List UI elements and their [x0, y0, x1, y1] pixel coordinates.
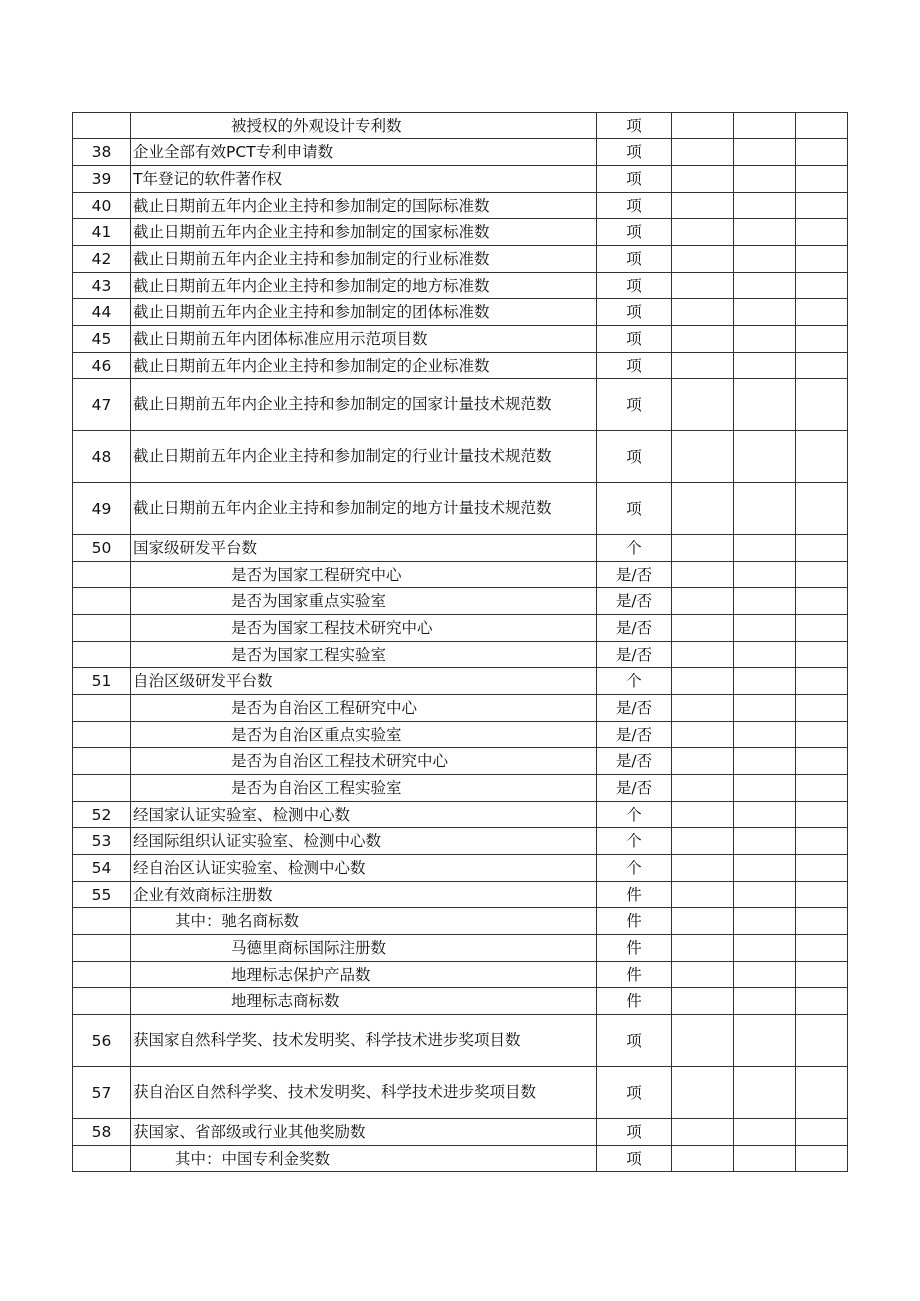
value-cell-1[interactable] — [672, 273, 734, 299]
value-cell-2[interactable] — [734, 588, 796, 615]
table-row — [73, 299, 848, 326]
table-row — [73, 642, 848, 668]
unit-cell: 项 — [597, 273, 672, 299]
indicator-name: 地理标志商标数 — [131, 988, 597, 1015]
value-cell-2[interactable] — [734, 246, 796, 273]
unit-cell: 项 — [597, 483, 672, 535]
value-cell-2[interactable] — [734, 908, 796, 935]
table-row — [73, 722, 848, 748]
indicator-name: 截止日期前五年内企业主持和参加制定的企业标准数 — [131, 353, 597, 379]
row-number: 42 — [73, 246, 131, 273]
unit-cell: 项 — [597, 299, 672, 326]
indicator-name: 截止日期前五年内企业主持和参加制定的国家计量技术规范数 — [131, 379, 597, 431]
unit-cell: 项 — [597, 246, 672, 273]
indicator-name: 是否为国家工程实验室 — [131, 642, 597, 668]
row-number — [73, 695, 131, 722]
table-row — [73, 353, 848, 379]
value-cell-2[interactable] — [734, 299, 796, 326]
table-row — [73, 588, 848, 615]
table-row — [73, 431, 848, 483]
value-cell-1[interactable] — [672, 882, 734, 908]
value-cell-1[interactable] — [672, 299, 734, 326]
indicator-name: 获自治区自然科学奖、技术发明奖、科学技术进步奖项目数 — [131, 1067, 597, 1119]
indicator-name: 企业全部有效PCT专利申请数 — [131, 139, 597, 166]
value-cell-1[interactable] — [672, 166, 734, 193]
unit-cell: 件 — [597, 988, 672, 1015]
table-row — [73, 193, 848, 219]
indicator-name: 自治区级研发平台数 — [131, 668, 597, 695]
value-cell-3[interactable] — [796, 353, 848, 379]
value-cell-2[interactable] — [734, 535, 796, 562]
table-row — [73, 483, 848, 535]
unit-cell: 是/否 — [597, 642, 672, 668]
unit-cell: 个 — [597, 828, 672, 855]
value-cell-1[interactable] — [672, 193, 734, 219]
value-cell-3[interactable] — [796, 988, 848, 1015]
value-cell-3[interactable] — [796, 828, 848, 855]
row-number — [73, 775, 131, 802]
unit-cell: 个 — [597, 802, 672, 828]
row-number — [73, 722, 131, 748]
row-number: 57 — [73, 1067, 131, 1119]
value-cell-3[interactable] — [796, 273, 848, 299]
value-cell-3[interactable] — [796, 1119, 848, 1146]
indicator-name: 截止日期前五年内企业主持和参加制定的地方标准数 — [131, 273, 597, 299]
row-number — [73, 962, 131, 988]
table-row — [73, 379, 848, 431]
row-number: 51 — [73, 668, 131, 695]
value-cell-1[interactable] — [672, 855, 734, 882]
indicator-name: 截止日期前五年内企业主持和参加制定的国际标准数 — [131, 193, 597, 219]
value-cell-2[interactable] — [734, 353, 796, 379]
value-cell-1[interactable] — [672, 828, 734, 855]
row-number: 47 — [73, 379, 131, 431]
indicator-name: 是否为自治区工程技术研究中心 — [131, 748, 597, 775]
indicator-name: 经国际组织认证实验室、检测中心数 — [131, 828, 597, 855]
unit-cell: 件 — [597, 882, 672, 908]
value-cell-2[interactable] — [734, 695, 796, 722]
value-cell-3[interactable] — [796, 935, 848, 962]
unit-cell: 是/否 — [597, 775, 672, 802]
value-cell-2[interactable] — [734, 828, 796, 855]
unit-cell: 项 — [597, 431, 672, 483]
indicator-name: T年登记的软件著作权 — [131, 166, 597, 193]
value-cell-3[interactable] — [796, 379, 848, 431]
value-cell-1[interactable] — [672, 1015, 734, 1067]
table-row — [73, 113, 848, 139]
row-number — [73, 935, 131, 962]
unit-cell: 项 — [597, 1119, 672, 1146]
indicator-name: 经国家认证实验室、检测中心数 — [131, 802, 597, 828]
value-cell-2[interactable] — [734, 1119, 796, 1146]
table-row — [73, 1119, 848, 1146]
row-number — [73, 588, 131, 615]
value-cell-1[interactable] — [672, 642, 734, 668]
value-cell-2[interactable] — [734, 722, 796, 748]
value-cell-2[interactable] — [734, 988, 796, 1015]
table-row — [73, 668, 848, 695]
unit-cell: 项 — [597, 139, 672, 166]
value-cell-2[interactable] — [734, 483, 796, 535]
table-row — [73, 535, 848, 562]
value-cell-1[interactable] — [672, 802, 734, 828]
unit-cell: 是/否 — [597, 695, 672, 722]
value-cell-3[interactable] — [796, 326, 848, 353]
unit-cell: 个 — [597, 855, 672, 882]
value-cell-2[interactable] — [734, 379, 796, 431]
value-cell-2[interactable] — [734, 615, 796, 642]
row-number: 52 — [73, 802, 131, 828]
indicator-name: 截止日期前五年内企业主持和参加制定的行业标准数 — [131, 246, 597, 273]
value-cell-3[interactable] — [796, 1015, 848, 1067]
value-cell-3[interactable] — [796, 908, 848, 935]
row-number: 56 — [73, 1015, 131, 1067]
value-cell-3[interactable] — [796, 299, 848, 326]
indicator-name: 是否为自治区工程研究中心 — [131, 695, 597, 722]
table-row — [73, 273, 848, 299]
value-cell-1[interactable] — [672, 139, 734, 166]
row-number: 44 — [73, 299, 131, 326]
unit-cell: 是/否 — [597, 615, 672, 642]
table-row — [73, 748, 848, 775]
unit-cell: 件 — [597, 935, 672, 962]
row-number: 50 — [73, 535, 131, 562]
unit-cell: 项 — [597, 219, 672, 246]
table-row — [73, 219, 848, 246]
value-cell-2[interactable] — [734, 855, 796, 882]
value-cell-1[interactable] — [672, 535, 734, 562]
value-cell-1[interactable] — [672, 326, 734, 353]
value-cell-3[interactable] — [796, 748, 848, 775]
value-cell-2[interactable] — [734, 273, 796, 299]
value-cell-3[interactable] — [796, 535, 848, 562]
indicator-name: 截止日期前五年内企业主持和参加制定的地方计量技术规范数 — [131, 483, 597, 535]
table-row — [73, 775, 848, 802]
value-cell-3[interactable] — [796, 1067, 848, 1119]
indicator-name: 截止日期前五年内企业主持和参加制定的团体标准数 — [131, 299, 597, 326]
value-cell-1[interactable] — [672, 246, 734, 273]
table-row — [73, 1015, 848, 1067]
unit-cell: 项 — [597, 353, 672, 379]
value-cell-3[interactable] — [796, 642, 848, 668]
table-row — [73, 802, 848, 828]
table-row — [73, 326, 848, 353]
value-cell-3[interactable] — [796, 193, 848, 219]
value-cell-3[interactable] — [796, 113, 848, 139]
value-cell-2[interactable] — [734, 748, 796, 775]
row-number — [73, 748, 131, 775]
row-number — [73, 1146, 131, 1172]
table-row — [73, 828, 848, 855]
indicator-name: 是否为国家重点实验室 — [131, 588, 597, 615]
unit-cell: 项 — [597, 1146, 672, 1172]
table-row — [73, 1067, 848, 1119]
unit-cell: 个 — [597, 668, 672, 695]
value-cell-1[interactable] — [672, 615, 734, 642]
value-cell-2[interactable] — [734, 1067, 796, 1119]
value-cell-3[interactable] — [796, 802, 848, 828]
value-cell-3[interactable] — [796, 882, 848, 908]
unit-cell: 件 — [597, 908, 672, 935]
value-cell-3[interactable] — [796, 246, 848, 273]
unit-cell: 项 — [597, 166, 672, 193]
value-cell-1[interactable] — [672, 431, 734, 483]
indicator-name: 获国家、省部级或行业其他奖励数 — [131, 1119, 597, 1146]
value-cell-1[interactable] — [672, 483, 734, 535]
value-cell-1[interactable] — [672, 219, 734, 246]
value-cell-2[interactable] — [734, 935, 796, 962]
table-row — [73, 935, 848, 962]
value-cell-1[interactable] — [672, 588, 734, 615]
unit-cell: 项 — [597, 379, 672, 431]
indicator-name: 地理标志保护产品数 — [131, 962, 597, 988]
value-cell-1[interactable] — [672, 1146, 734, 1172]
value-cell-2[interactable] — [734, 166, 796, 193]
indicator-name: 是否为自治区工程实验室 — [131, 775, 597, 802]
table-row — [73, 246, 848, 273]
indicator-name: 是否为国家工程技术研究中心 — [131, 615, 597, 642]
value-cell-3[interactable] — [796, 588, 848, 615]
indicator-table — [72, 112, 848, 1172]
indicator-name: 是否为自治区重点实验室 — [131, 722, 597, 748]
table-row — [73, 1146, 848, 1172]
row-number — [73, 988, 131, 1015]
value-cell-1[interactable] — [672, 1067, 734, 1119]
row-number: 45 — [73, 326, 131, 353]
table-row — [73, 166, 848, 193]
value-cell-1[interactable] — [672, 775, 734, 802]
value-cell-3[interactable] — [796, 722, 848, 748]
indicator-name: 其中：驰名商标数 — [131, 908, 597, 935]
value-cell-1[interactable] — [672, 113, 734, 139]
value-cell-3[interactable] — [796, 483, 848, 535]
table-row — [73, 962, 848, 988]
unit-cell: 件 — [597, 962, 672, 988]
value-cell-2[interactable] — [734, 1015, 796, 1067]
value-cell-1[interactable] — [672, 562, 734, 588]
table-row — [73, 855, 848, 882]
row-number: 46 — [73, 353, 131, 379]
value-cell-3[interactable] — [796, 431, 848, 483]
unit-cell: 项 — [597, 113, 672, 139]
unit-cell: 项 — [597, 1067, 672, 1119]
value-cell-2[interactable] — [734, 219, 796, 246]
row-number: 53 — [73, 828, 131, 855]
indicator-name: 截止日期前五年内企业主持和参加制定的国家标准数 — [131, 219, 597, 246]
row-number: 43 — [73, 273, 131, 299]
unit-cell: 是/否 — [597, 562, 672, 588]
row-number: 38 — [73, 139, 131, 166]
value-cell-2[interactable] — [734, 193, 796, 219]
unit-cell: 是/否 — [597, 748, 672, 775]
value-cell-3[interactable] — [796, 139, 848, 166]
row-number: 58 — [73, 1119, 131, 1146]
indicator-name: 截止日期前五年内企业主持和参加制定的行业计量技术规范数 — [131, 431, 597, 483]
value-cell-2[interactable] — [734, 642, 796, 668]
value-cell-3[interactable] — [796, 166, 848, 193]
value-cell-2[interactable] — [734, 1146, 796, 1172]
indicator-name: 企业有效商标注册数 — [131, 882, 597, 908]
value-cell-2[interactable] — [734, 962, 796, 988]
value-cell-3[interactable] — [796, 668, 848, 695]
unit-cell: 项 — [597, 326, 672, 353]
unit-cell: 个 — [597, 535, 672, 562]
value-cell-2[interactable] — [734, 775, 796, 802]
indicator-name: 国家级研发平台数 — [131, 535, 597, 562]
value-cell-1[interactable] — [672, 695, 734, 722]
value-cell-2[interactable] — [734, 431, 796, 483]
value-cell-2[interactable] — [734, 562, 796, 588]
row-number: 49 — [73, 483, 131, 535]
unit-cell: 项 — [597, 193, 672, 219]
value-cell-1[interactable] — [672, 988, 734, 1015]
value-cell-3[interactable] — [796, 219, 848, 246]
value-cell-2[interactable] — [734, 139, 796, 166]
table-row — [73, 988, 848, 1015]
row-number — [73, 642, 131, 668]
indicator-name: 获国家自然科学奖、技术发明奖、科学技术进步奖项目数 — [131, 1015, 597, 1067]
unit-cell: 是/否 — [597, 588, 672, 615]
table-row — [73, 695, 848, 722]
row-number — [73, 562, 131, 588]
value-cell-2[interactable] — [734, 113, 796, 139]
indicator-name: 是否为国家工程研究中心 — [131, 562, 597, 588]
value-cell-3[interactable] — [796, 615, 848, 642]
unit-cell: 是/否 — [597, 722, 672, 748]
table-row — [73, 139, 848, 166]
value-cell-2[interactable] — [734, 326, 796, 353]
row-number: 54 — [73, 855, 131, 882]
value-cell-2[interactable] — [734, 882, 796, 908]
value-cell-1[interactable] — [672, 962, 734, 988]
value-cell-1[interactable] — [672, 379, 734, 431]
value-cell-3[interactable] — [796, 1146, 848, 1172]
row-number: 41 — [73, 219, 131, 246]
indicator-table-body — [73, 113, 848, 1172]
value-cell-3[interactable] — [796, 695, 848, 722]
row-number — [73, 908, 131, 935]
value-cell-3[interactable] — [796, 562, 848, 588]
indicator-name: 其中：中国专利金奖数 — [131, 1146, 597, 1172]
indicator-name: 截止日期前五年内团体标准应用示范项目数 — [131, 326, 597, 353]
indicator-name: 马德里商标国际注册数 — [131, 935, 597, 962]
row-number — [73, 615, 131, 642]
table-row — [73, 615, 848, 642]
value-cell-2[interactable] — [734, 668, 796, 695]
value-cell-2[interactable] — [734, 802, 796, 828]
table-row — [73, 562, 848, 588]
unit-cell: 项 — [597, 1015, 672, 1067]
value-cell-1[interactable] — [672, 722, 734, 748]
table-row — [73, 908, 848, 935]
row-number: 39 — [73, 166, 131, 193]
value-cell-3[interactable] — [796, 962, 848, 988]
indicator-name: 被授权的外观设计专利数 — [131, 113, 597, 139]
row-number: 48 — [73, 431, 131, 483]
value-cell-1[interactable] — [672, 748, 734, 775]
row-number — [73, 113, 131, 139]
indicator-name: 经自治区认证实验室、检测中心数 — [131, 855, 597, 882]
value-cell-1[interactable] — [672, 353, 734, 379]
row-number: 55 — [73, 882, 131, 908]
value-cell-1[interactable] — [672, 1119, 734, 1146]
value-cell-3[interactable] — [796, 775, 848, 802]
value-cell-1[interactable] — [672, 668, 734, 695]
row-number: 40 — [73, 193, 131, 219]
value-cell-3[interactable] — [796, 855, 848, 882]
table-row — [73, 882, 848, 908]
value-cell-1[interactable] — [672, 908, 734, 935]
value-cell-1[interactable] — [672, 935, 734, 962]
